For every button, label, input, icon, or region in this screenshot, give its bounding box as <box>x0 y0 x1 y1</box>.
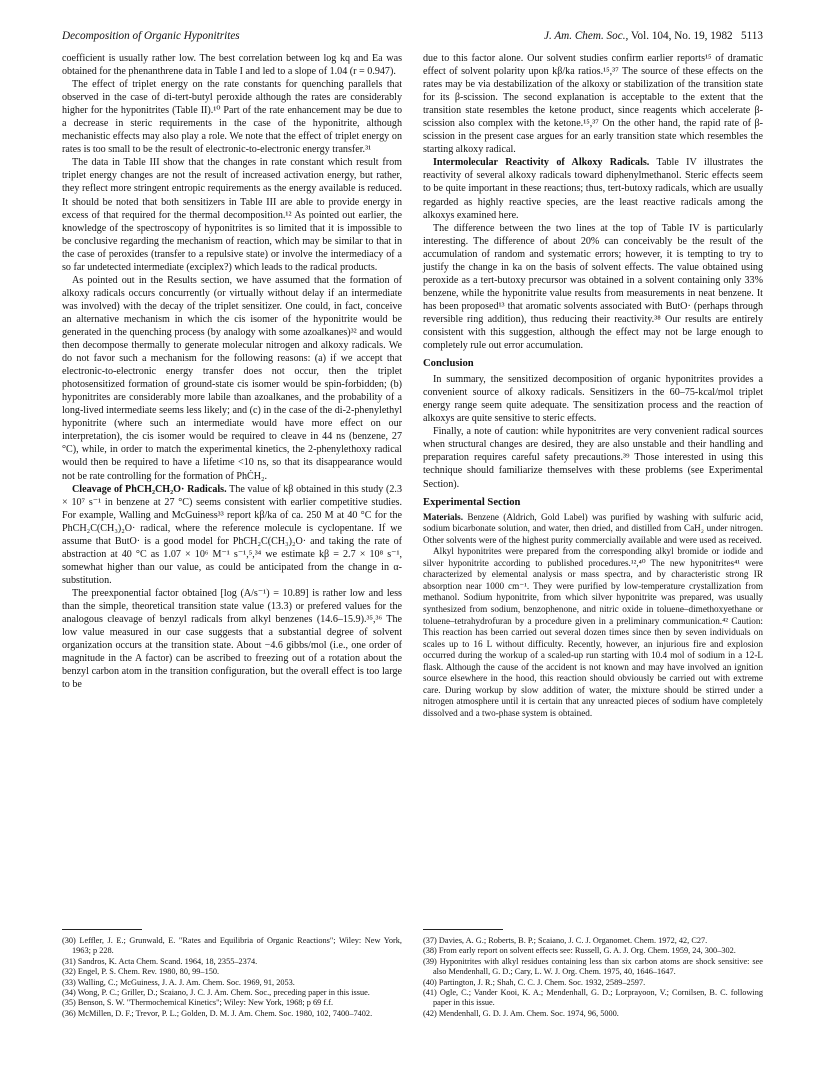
left-column <box>62 52 402 691</box>
paragraph <box>423 512 763 547</box>
volume-info: Vol. 104, No. 19, 1982 <box>630 30 733 42</box>
paragraph <box>62 483 402 587</box>
paragraph-text: The preexponential factor obtained [log (A/s⁻¹) = 10.89] is rather low and less than the simple, theoretical transition state value (13.3) or prefered values for the analogous cleavage of benzyl radicals from alkyl benzenes (14.6–15.9).³⁵,³⁶ The low value measured in our case suggests that a substantial degree of solvent organization occurs at the transition state. About −4.6 gibbs/mol (i.e., one order of magnitude in the A factor) can be ascribed to freezing out of a rotation about the benzyl carbon atom in the transition configuration, but the overall effect is too large to be <box>62 587 402 691</box>
paragraph <box>423 373 763 425</box>
paragraph <box>62 274 402 483</box>
run-in-heading: Materials. <box>423 511 464 522</box>
paragraph <box>62 156 402 273</box>
section-heading: Conclusion <box>423 358 474 370</box>
footnotes-left <box>62 936 402 1019</box>
run-in-heading: Intermolecular Reactivity of Alkoxy Radicals. <box>433 157 650 169</box>
paragraph <box>423 52 763 156</box>
paragraph <box>423 425 763 490</box>
paragraph <box>62 78 402 156</box>
paragraph-text: The value of kβ obtained in this study (2.3 × 10⁷ s⁻¹ in benzene at 27 °C) seems consistent with earlier competitive studies. For example, Walling and McGuiness³³ report kβ/ka of ca. 250 M at 40 °C for the PhCH₂C(CH₃)₂O· radical, where the reference molecule is cyclopentane. If we assume that ButO· is a good model for PhCH₂C(CH₃)₂O· and taking the rate of abstraction at 40 °C as 1.07 × 10⁶ M⁻¹ s⁻¹,⁵,³⁴ we estimate kβ = 2.7 × 10⁸ s⁻¹, somewhat higher than our value, as could be anticipated from the change in α-substitution. <box>62 483 402 586</box>
footnote-rule-right <box>423 929 503 930</box>
run-in-heading: Cleavage of PhCH₂CH₂O· Radicals. <box>72 483 227 495</box>
footnote: (33) Walling, C.; McGuiness, J. A. J. Am. Chem. Soc. 1969, 91, 2053. <box>62 977 295 987</box>
paragraph <box>62 587 402 691</box>
paragraph-text: Alkyl hyponitrites were prepared from the corresponding alkyl bromide or iodide and silver hyponitrite according to published procedures.¹²,⁴⁰ The new hyponitrites⁴¹ were characterized by elemental analysis or mass spectra, and by characteristic strong IR absorption near 1000 cm⁻¹. They were purified by low-temperature crystallization from methanol. Sodium hyponitrite, from which silver hyponitrite was prepared, was usually synthesized from sodium, benzophenone, and nitric oxide in toluene–dimethoxyethane or toluene–tetrahydrofuran by a procedure given in a preliminary communication.⁴² Caution: This reaction has been carried out several dozen times since then by seven individuals on scales up to 16 L without difficulty. Recently, however, an injurious fire and explosion occurred during the workup of a scaled-up run starting with 10.4 mol of sodium in a 12-L flask. Although the cause of the accident is not known and may have involved an ignition source elsewhere in the hood, this reaction should obviously be carried out with extreme care. During workup by slow addition of water, the mixture should be stirred under a nitrogen atmosphere until it is certain that any unreacted pieces of sodium have completely dissolved and a two-phase system is obtained. <box>423 546 763 718</box>
page-number: 5113 <box>741 30 763 42</box>
footnote: (37) Davies, A. G.; Roberts, B. P.; Scaiano, J. C. J. Organomet. Chem. 1972, 42, C27. <box>423 936 708 945</box>
paragraph-text: coefficient is usually rather low. The best correlation between log kq and Ea was obtained for the phenanthrene data in Table I and led to a slope of 1.04 (r = 0.947). <box>62 53 402 78</box>
paragraph-text: The effect of triplet energy on the rate constants for quenching parallels that observed in the case of di-tert-butyl peroxide although the rates are considerably higher for the hyponitrites (Table II).¹⁰ Part of the rate enhancement may be due to a decrease in steric requirements in the case of the hyponitrite, although mechanistic effects may also play a role. We note that the effect of triplet energy on rates is too small to be the result of electronic-to-electronic energy transfer.³¹ <box>62 79 402 156</box>
paragraph-text: As pointed out in the Results section, we have assumed that the formation of alkoxy radicals occurs concurrently (or virtually without delay if an intermediate was involved) with the decay of the triplet sensitizer. One could, in fact, conceive an alternative mechanism in which the cis isomer of the hyponitrite would be generated in the quenching process (by analogy with some azoalkanes)³² and would then decompose thermally to generate molecular nitrogen and alkoxy radicals. We do not favor such a mechanism for the following reasons: (a) if we accept that electronic-to-electronic energy transfer does not occur, then the triplet photosensitized formation of ground-state cis isomer would be spin-forbidden; (b) hyponitrites are considerably more labile than azoalkanes, and the probability of a long-lived intermediate seems less likely; and (c) in the case of the di-2-phenylethyl hyponitrite (where such an intermediate would have more effect on our interpretation), the cis isomer would be required to cleave in 44 ns (benzene, 27 °C), while, in order to match the experimental kinetics, the 2-phenylethoxy radical would then be required to have a lifetime <10 ns, so that its disappearance would not be rate controlling for the formation of PhĊH₂. <box>62 274 402 482</box>
footnote: (40) Partington, J. R.; Shah, C. C. J. Chem. Soc. 1932, 2589–2597. <box>423 977 646 987</box>
journal-name: J. Am. Chem. Soc., <box>543 30 629 42</box>
footnote: (34) Wong, P. C.; Griller, D.; Scaiano, J. C. J. Am. Chem. Soc., preceding paper in this issue. <box>62 988 370 998</box>
footnote: (36) McMillen, D. F.; Trevor, P. L.; Golden, D. M. J. Am. Chem. Soc. 1980, 102, 7400–7402. <box>62 1008 373 1018</box>
journal-citation <box>544 30 763 42</box>
paragraph-text: Finally, a note of caution: while hyponitrites are very convenient radical sources when structural changes are desired, they are also unstable and their handling and preparation requires careful safety precautions.³⁹ Those interested in using this technique should familiarize themselves with these problems (see Experimental Section). <box>423 426 763 490</box>
running-title: Decomposition of Organic Hyponitrites <box>62 30 240 42</box>
footnotes-right <box>423 936 763 1019</box>
footnote: (32) Engel, P. S. Chem. Rev. 1980, 80, 99–150. <box>62 967 220 977</box>
paragraph-text: In summary, the sensitized decomposition of organic hyponitrites provides a convenient source of alkoxy radicals. Sensitizers in the 60–75-kcal/mol triplet energy range seem quite adequate. The sensitization process and the reaction of alkoxys are quite sensitive to steric effects. <box>423 374 763 425</box>
footnote: (35) Benson, S. W. "Thermochemical Kinetics"; Wiley: New York, 1968; p 69 f.f. <box>62 998 334 1008</box>
paragraph <box>423 546 763 719</box>
paragraph-text: due to this factor alone. Our solvent studies confirm earlier reports¹⁵ of dramatic effect of solvent polarity upon kβ/ka ratios.¹⁵,³⁷ The source of these effects on the rates may be via destabilization of the alkoxy or stabilization of the transition state for its β-scission. The second explanation is acceptable to the extent that the transition state resembles the ketone product, since reagents which accelerate β-scission also complex with the ketone.¹⁵,³⁷ On the other hand, the rapid rate of β-scission in the present case argues for an early transition state which resembles the starting alkoxy radical. <box>423 53 763 156</box>
paragraph-text: Table IV illustrates the reactivity of several alkoxy radicals toward diphenylmethanol. Steric effects seem to be quite important in these reactions; thus, tert-butoxy radicals, which are usually regarded as highly reactive species, are the least reactive radicals among the alkoxys examined here. <box>423 157 763 221</box>
paragraph-text: Benzene (Aldrich, Gold Label) was purified by washing with sulfuric acid, sodium bicarbonate solution, and water, then dried, and distilled from CaH₂ under nitrogen. Other solvents were of the highest purity commercially available and were used as received. <box>423 511 763 545</box>
footnote: (31) Sandros, K. Acta Chem. Scand. 1964, 18, 2355–2374. <box>62 956 258 966</box>
footnote: (41) Ogle, C.; Vander Kooi, K. A.; Mendenhall, G. D.; Lorprayoon, V.; Cornilsen, B. C. following paper in this issue. <box>423 988 763 1008</box>
footnote: (42) Mendenhall, G. D. J. Am. Chem. Soc. 1974, 96, 5000. <box>423 1008 619 1018</box>
right-column <box>423 52 763 719</box>
paragraph <box>423 156 763 221</box>
section-heading: Experimental Section <box>423 496 521 508</box>
paragraph-text: The data in Table III show that the changes in rate constant which result from triplet energy changes are not the result of increased activation energy, but rather, they reflect more stringent entropic requirements as the energy available is reduced. It should be noted that both sensitizers in Table III are able to provide energy in excess of that required for the thermal decomposition.¹² As pointed out earlier, the knowledge of the spectroscopy of hyponitrites is so limited that it is impossible to be conclusive regarding the mechanism of reaction, which may be similar to that in the case of peroxides (transfer to a repulsive state) or involve the intermediacy of a so far undetected intermediate (exciplex?) which leads to the radical products. <box>62 157 402 273</box>
running-header <box>62 30 763 46</box>
paragraph-text: The difference between the two lines at the top of Table IV is particularly interesting. The difference of about 20% can conceivably be the result of the accumulation of random and systematic errors; however, it is tempting to try to justify the change in ka on the basis of solvent effects. The value obtained using peroxide as a tert-butoxy precursor was obtained in a solvent containing only 33% benzene, while the hyponitrite value results from measurements in neat benzene. It has been proposed¹³ that aromatic solvents associated with ButO· (perhaps through reversible ring addition), thus reducing their reactivity.³⁸ Our results are entirely consistent with this suggestion, although the effect may not be large enough to completely rule out error accumulation. <box>423 222 763 352</box>
footnote: (38) From early report on solvent effects see: Russell, G. A. J. Org. Chem. 1959, 24, 300–302. <box>423 946 736 956</box>
footnote-rule-left <box>62 929 142 930</box>
paragraph <box>62 52 402 78</box>
paragraph <box>423 222 763 352</box>
footnote: (30) Leffler, J. E.; Grunwald, E. "Rates and Equilibria of Organic Reactions"; Wiley: New York, 1963; p 228. <box>62 936 402 956</box>
footnote: (39) Hyponitrites with alkyl residues containing less than six carbon atoms are shock sensitive: see also Mendenhall, G. D.; Cary, L. W. J. Org. Chem. 1975, 40, 1646–1647. <box>423 956 763 977</box>
